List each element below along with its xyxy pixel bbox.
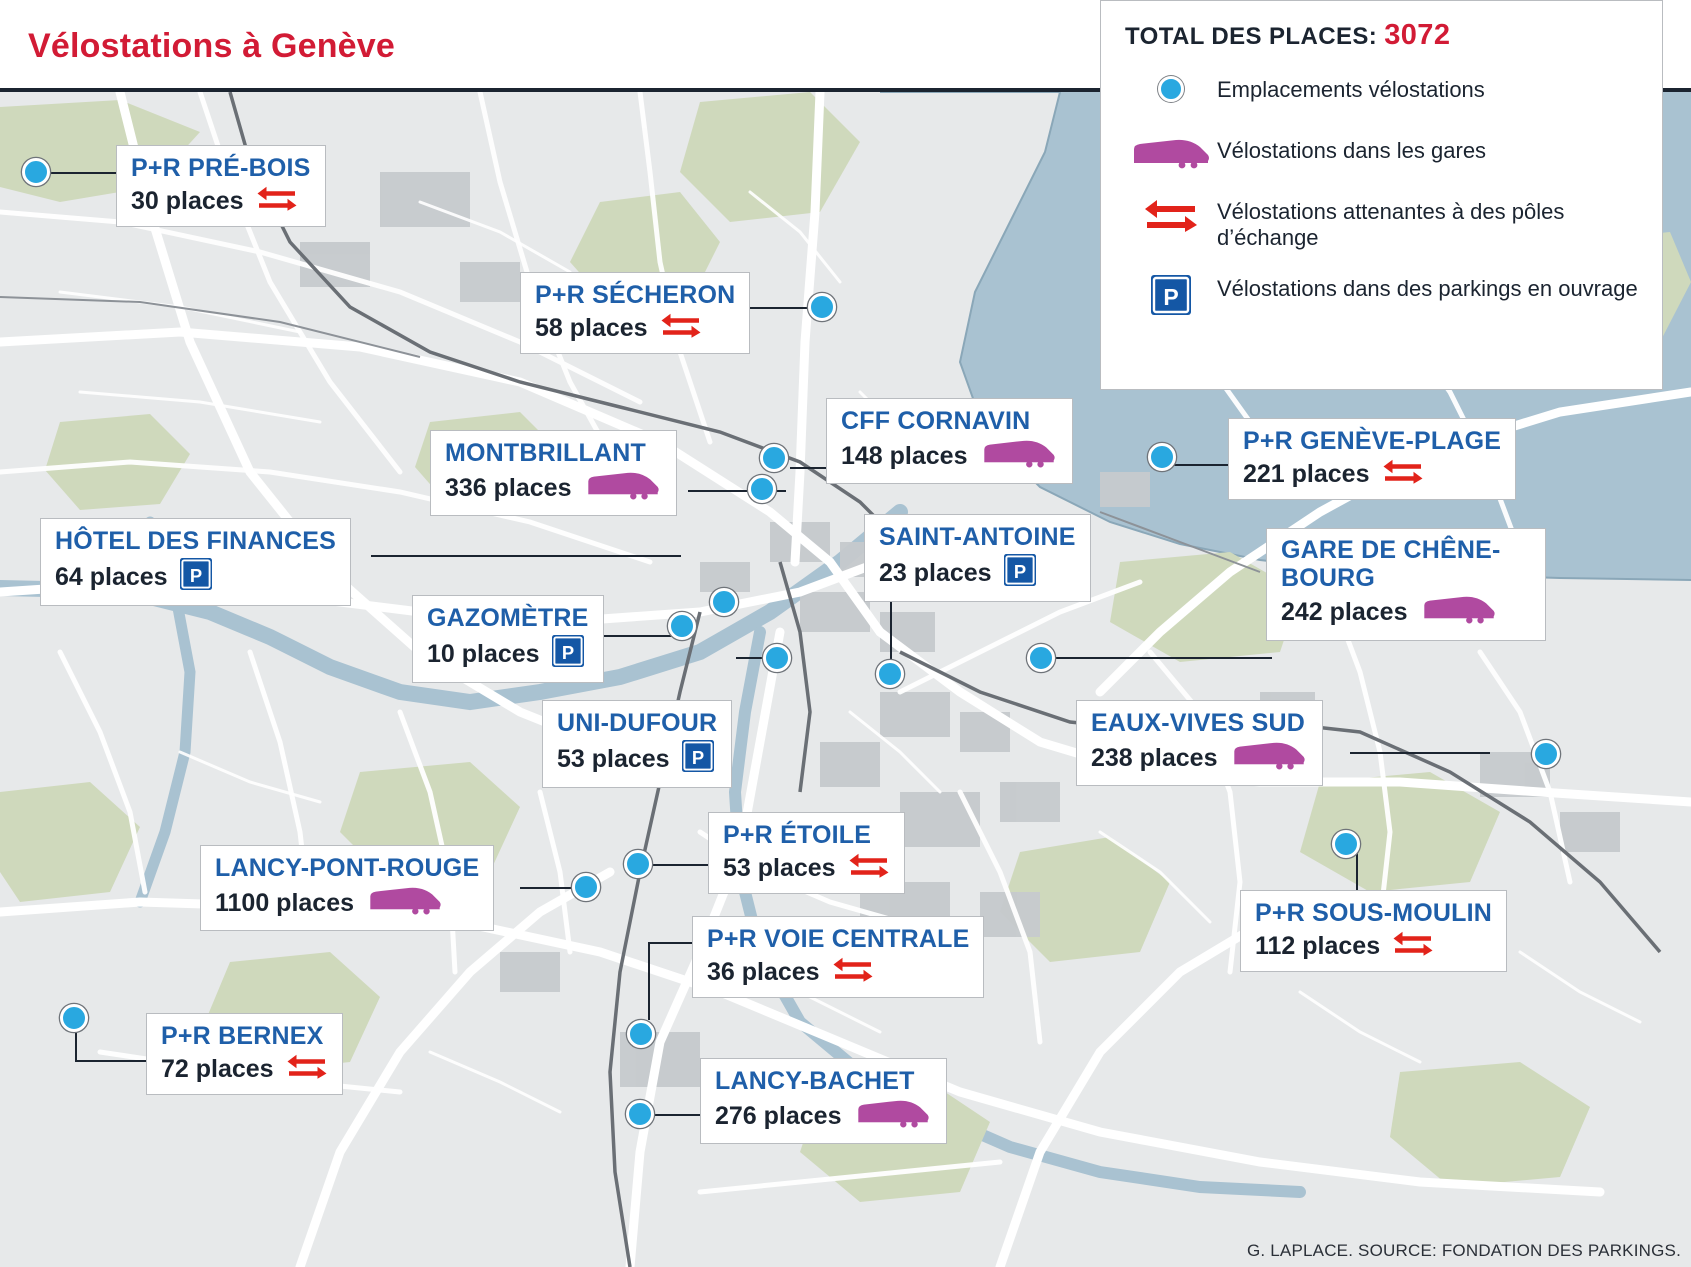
map-dot-sous-moulin[interactable] bbox=[1332, 830, 1360, 858]
station-places bbox=[841, 438, 1058, 475]
station-label-montbrillant[interactable] bbox=[430, 430, 677, 516]
connector-gare-chene-bourg bbox=[1052, 657, 1272, 659]
train-icon bbox=[1230, 740, 1308, 777]
station-places-text: 221 places bbox=[1243, 459, 1370, 488]
train-icon bbox=[1125, 135, 1217, 169]
station-label-sous-moulin[interactable] bbox=[1240, 890, 1507, 972]
station-places-text: 30 places bbox=[131, 186, 244, 215]
station-name: LANCY-BACHET bbox=[715, 1067, 915, 1095]
station-places-text: 64 places bbox=[55, 562, 168, 591]
station-name: UNI-DUFOUR bbox=[557, 709, 718, 737]
station-label-pre-bois[interactable] bbox=[116, 145, 326, 227]
station-places bbox=[723, 852, 890, 885]
station-label-lancy-bachet[interactable] bbox=[700, 1058, 947, 1144]
legend-panel bbox=[1100, 0, 1663, 390]
red-arrows-icon bbox=[848, 852, 890, 885]
map-dot-lancy-pont-rouge[interactable] bbox=[572, 873, 600, 901]
station-places bbox=[445, 470, 662, 507]
legend-item-3-label: Vélostations dans des parkings en ouvrage bbox=[1217, 275, 1638, 301]
station-places-text: 58 places bbox=[535, 313, 648, 342]
station-places bbox=[535, 312, 735, 345]
connector-saint-antoine-v bbox=[890, 592, 892, 660]
station-label-uni-dufour[interactable] bbox=[542, 700, 732, 788]
station-label-voie-centrale[interactable] bbox=[692, 916, 984, 998]
map-dot-saint-antoine[interactable] bbox=[876, 660, 904, 688]
parking-p-icon bbox=[1125, 273, 1217, 315]
station-places-text: 242 places bbox=[1281, 598, 1408, 626]
map-dot-gazometre[interactable] bbox=[668, 612, 696, 640]
station-places bbox=[161, 1053, 328, 1086]
station-name: P+R PRÉ-BOIS bbox=[131, 154, 311, 182]
station-places bbox=[1091, 740, 1308, 777]
station-places bbox=[427, 635, 589, 674]
connector-eaux-vives-sud bbox=[1350, 752, 1490, 754]
legend-item-2-label: Vélostations attenantes à des pôles d’échange bbox=[1217, 199, 1565, 251]
source-credit: G. LAPLACE. SOURCE: FONDATION DES PARKINGS. bbox=[1247, 1241, 1681, 1260]
parking-p-icon bbox=[552, 635, 584, 674]
station-label-geneve-plage[interactable] bbox=[1228, 418, 1516, 500]
map-dot-chene-bourg[interactable] bbox=[1532, 740, 1560, 768]
station-label-cornavin[interactable] bbox=[826, 398, 1073, 484]
station-places-text: 10 places bbox=[427, 639, 540, 668]
map-dot-pre-bois[interactable] bbox=[22, 158, 50, 186]
station-places bbox=[715, 1098, 932, 1135]
station-name: EAUX-VIVES SUD bbox=[1091, 709, 1305, 737]
train-icon bbox=[980, 438, 1058, 475]
station-label-gazometre[interactable] bbox=[412, 595, 604, 683]
red-arrows-icon bbox=[1382, 458, 1424, 491]
station-name: CFF CORNAVIN bbox=[841, 407, 1031, 435]
svg-text:P: P bbox=[561, 641, 574, 663]
map-dot-lancy-bachet[interactable] bbox=[626, 1100, 654, 1128]
station-label-bernex[interactable] bbox=[146, 1013, 343, 1095]
station-label-lancy-pont-rouge[interactable] bbox=[200, 845, 494, 931]
connector-bernex-h bbox=[75, 1060, 147, 1062]
station-places-text: 336 places bbox=[445, 473, 572, 502]
station-places-text: 36 places bbox=[707, 957, 820, 986]
map-dot-montbrillant[interactable] bbox=[760, 444, 788, 472]
legend-item-1-label: Vélostations dans les gares bbox=[1217, 138, 1487, 163]
map-dot-secheron[interactable] bbox=[808, 293, 836, 321]
svg-text:P: P bbox=[1163, 283, 1179, 310]
station-label-etoile[interactable] bbox=[708, 812, 905, 894]
connector-voie-centrale-v bbox=[648, 942, 650, 1020]
map-dot-geneve-plage[interactable] bbox=[1148, 443, 1176, 471]
station-name: MONTBRILLANT bbox=[445, 439, 646, 467]
map-dot-eaux-vives-sud[interactable] bbox=[1027, 644, 1055, 672]
station-places bbox=[707, 956, 969, 989]
train-icon bbox=[854, 1098, 932, 1135]
station-name: P+R GENÈVE-PLAGE bbox=[1243, 427, 1502, 455]
station-name: P+R ÉTOILE bbox=[723, 821, 872, 849]
red-arrows-icon bbox=[256, 185, 298, 218]
station-places bbox=[879, 554, 1076, 593]
station-places bbox=[557, 740, 717, 779]
station-places bbox=[1281, 594, 1531, 631]
map-dot-voie-centrale[interactable] bbox=[627, 1020, 655, 1048]
station-label-eaux-vives-sud[interactable] bbox=[1076, 700, 1323, 786]
map-dot-hotel-finances[interactable] bbox=[710, 588, 738, 616]
station-name: P+R SOUS-MOULIN bbox=[1255, 899, 1493, 927]
station-places-text: 112 places bbox=[1255, 931, 1381, 960]
red-arrows-icon bbox=[832, 956, 874, 989]
parking-p-icon bbox=[1004, 554, 1036, 593]
train-icon bbox=[366, 885, 444, 922]
svg-text:P: P bbox=[189, 564, 202, 586]
station-places bbox=[131, 185, 311, 218]
station-places-text: 238 places bbox=[1091, 743, 1218, 772]
station-places-text: 23 places bbox=[879, 558, 992, 587]
station-places-text: 53 places bbox=[557, 744, 670, 773]
connector-voie-centrale-h bbox=[648, 942, 694, 944]
station-name: GARE DE CHÊNE-BOURG bbox=[1281, 536, 1501, 592]
station-places bbox=[215, 885, 479, 922]
station-name: HÔTEL DES FINANCES bbox=[55, 527, 336, 555]
red-arrows-icon bbox=[660, 312, 702, 345]
station-name: P+R VOIE CENTRALE bbox=[707, 925, 970, 953]
parking-p-icon bbox=[682, 740, 714, 779]
station-label-saint-antoine[interactable] bbox=[864, 514, 1091, 602]
station-places-text: 1100 places bbox=[215, 888, 355, 917]
page-title: Vélostations à Genève bbox=[28, 27, 396, 65]
station-places-text: 148 places bbox=[841, 441, 968, 470]
station-name: SAINT-ANTOINE bbox=[879, 523, 1076, 551]
map-dot-uni-dufour[interactable] bbox=[763, 644, 791, 672]
map-dot-cornavin[interactable] bbox=[748, 475, 776, 503]
map-dot-bernex[interactable] bbox=[60, 1004, 88, 1032]
red-arrows-icon bbox=[286, 1053, 328, 1086]
station-label-chene-bourg[interactable] bbox=[1266, 528, 1546, 641]
legend-item-poles-echange bbox=[1125, 196, 1642, 252]
station-name: P+R SÉCHERON bbox=[535, 281, 736, 309]
legend-total-value: 3072 bbox=[1384, 19, 1451, 51]
blue-dot-icon bbox=[1125, 74, 1217, 102]
svg-text:P: P bbox=[691, 746, 704, 768]
train-icon bbox=[1420, 594, 1498, 631]
connector-hotel-finances bbox=[371, 555, 681, 557]
legend-item-0-label: Emplacements vélostations bbox=[1217, 77, 1485, 102]
legend-item-gares bbox=[1125, 135, 1642, 175]
red-arrows-icon bbox=[1392, 930, 1434, 963]
station-name: LANCY-PONT-ROUGE bbox=[215, 854, 480, 882]
station-label-secheron[interactable] bbox=[520, 272, 750, 354]
station-name: GAZOMÈTRE bbox=[427, 604, 589, 632]
station-places-text: 276 places bbox=[715, 1101, 842, 1130]
legend-total-label: TOTAL DES PLACES: bbox=[1125, 23, 1378, 50]
station-places-text: 72 places bbox=[161, 1054, 274, 1083]
svg-text:P: P bbox=[1013, 560, 1026, 582]
red-arrows-icon bbox=[1125, 196, 1217, 232]
station-places-text: 53 places bbox=[723, 853, 836, 882]
station-places bbox=[1243, 458, 1501, 491]
station-label-hotel-finances[interactable] bbox=[40, 518, 351, 606]
station-places bbox=[55, 558, 336, 597]
parking-p-icon bbox=[180, 558, 212, 597]
legend-total bbox=[1125, 19, 1642, 52]
legend-item-emplacements bbox=[1125, 74, 1642, 114]
station-places bbox=[1255, 930, 1492, 963]
train-icon bbox=[584, 470, 662, 507]
station-name: P+R BERNEX bbox=[161, 1022, 324, 1050]
map-dot-etoile[interactable] bbox=[624, 850, 652, 878]
connector-etoile bbox=[648, 864, 710, 866]
legend-item-parkings bbox=[1125, 273, 1642, 315]
